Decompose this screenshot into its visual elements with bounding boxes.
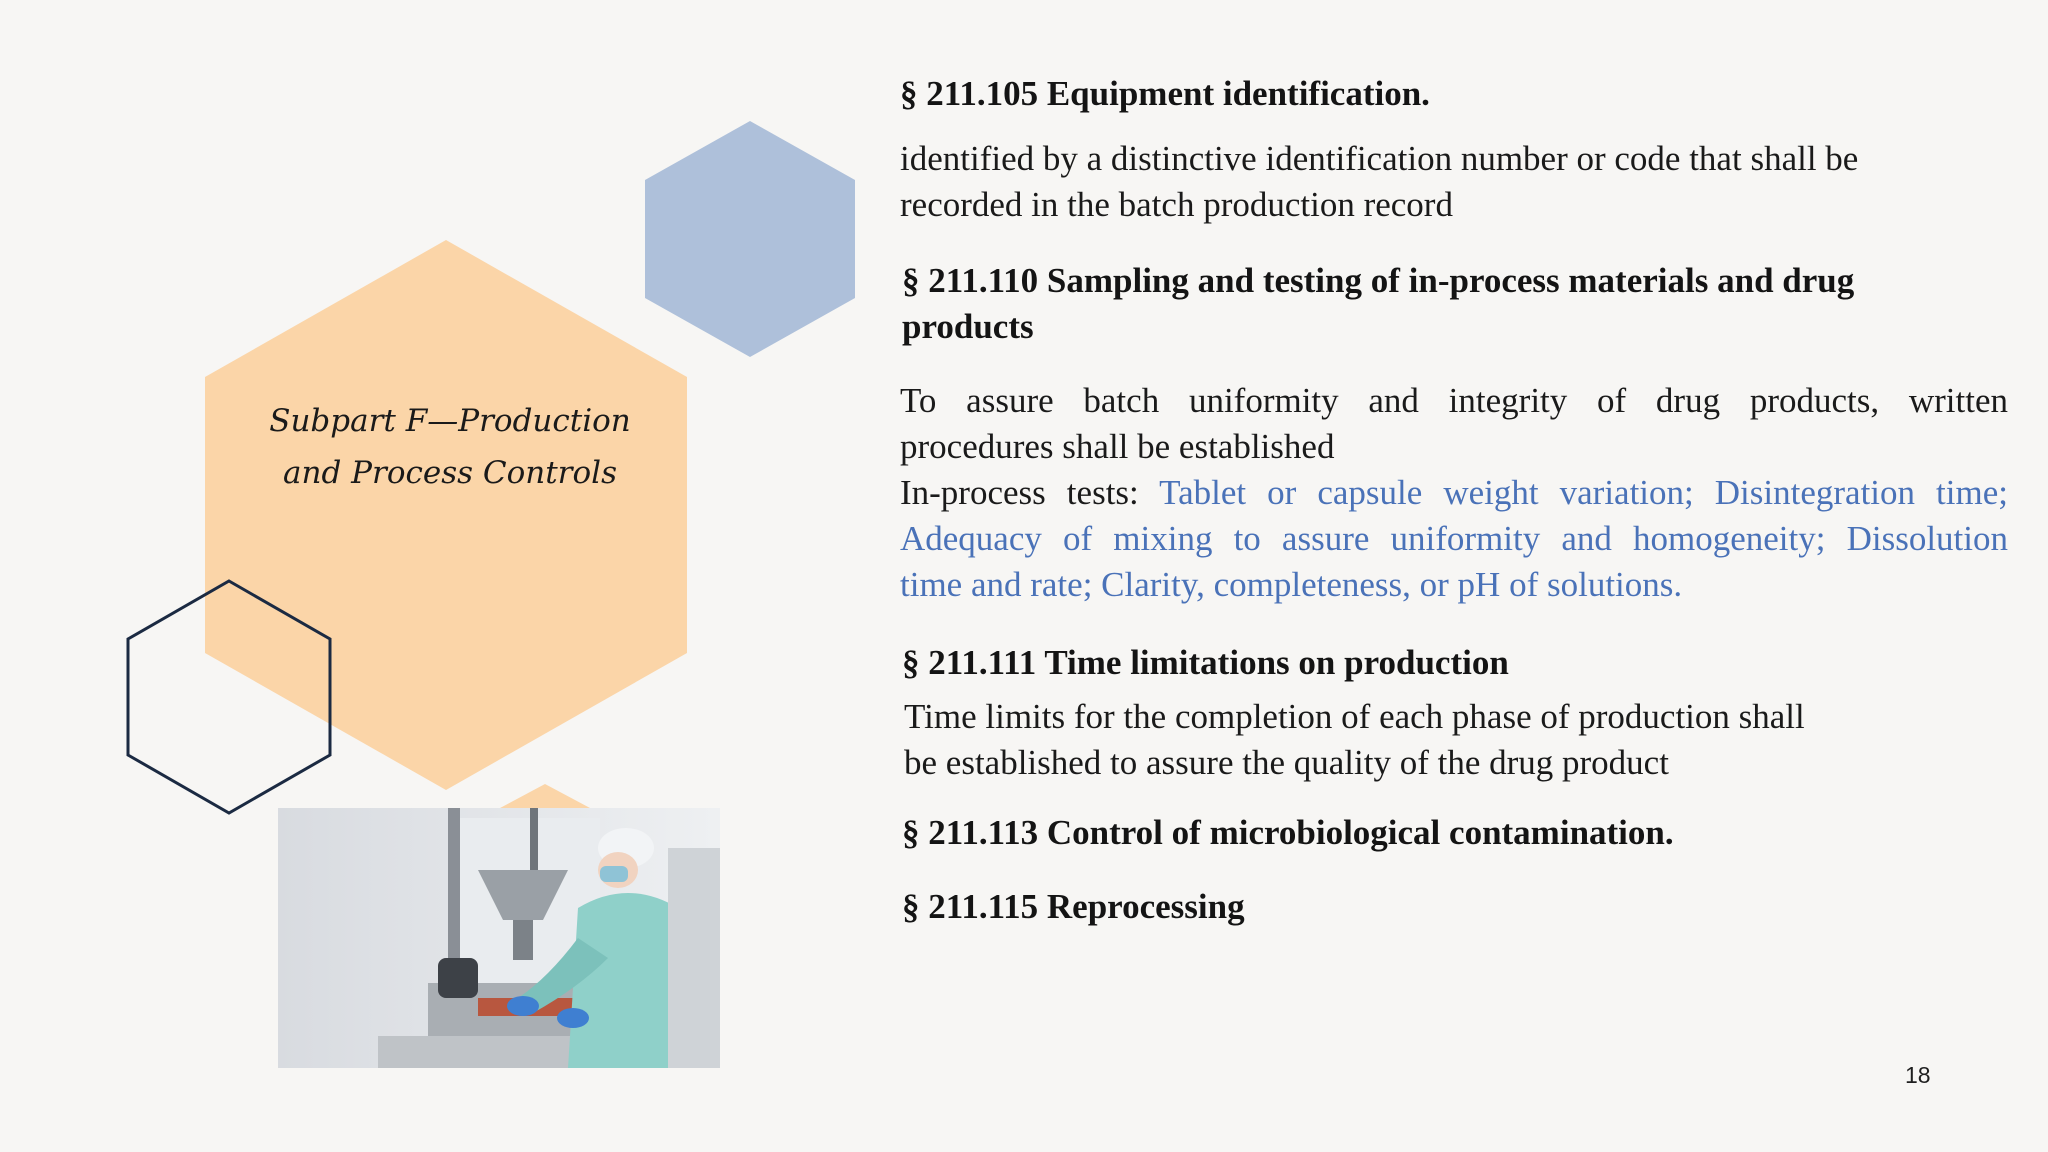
in-process-tests-label: In-process tests: xyxy=(900,473,1160,512)
in-process-tests-line1 xyxy=(900,470,2008,516)
section-211-105-text xyxy=(900,136,1858,228)
pharmaceutical-production-photo-icon xyxy=(278,808,720,1068)
section-211-110-text xyxy=(900,378,2008,608)
subpart-title-line2: and Process Controls xyxy=(283,455,617,491)
section-211-113-heading: § 211.113 Control of microbiological contamination. xyxy=(902,813,1674,852)
section-211-111-heading: § 211.111 Time limitations on production xyxy=(902,643,1509,682)
section-211-110-heading xyxy=(902,258,1854,350)
in-process-tests-list-line1: Tablet or capsule weight variation; Disintegration time; xyxy=(1159,473,2008,512)
section-211-105-line2: recorded in the batch production record xyxy=(900,185,1453,224)
in-process-tests-list-line2: Adequacy of mixing to assure uniformity and homogeneity; Dissolution xyxy=(900,519,2008,558)
section-211-105-line1: identified by a distinctive identification number or code that shall be xyxy=(900,139,1859,178)
section-211-110-heading-line2: products xyxy=(902,307,1034,346)
section-211-110-paragraph-line2: procedures shall be established xyxy=(900,427,1335,466)
page-number: 18 xyxy=(1905,1062,1931,1088)
production-photo xyxy=(278,808,720,1068)
section-211-110-heading-line1: § 211.110 Sampling and testing of in-process materials and drug xyxy=(902,261,1855,300)
subpart-title-line1: Subpart F—Production xyxy=(269,403,631,439)
section-211-115-heading: § 211.115 Reprocessing xyxy=(902,887,1245,926)
section-211-111-line2: be established to assure the quality of the drug product xyxy=(904,743,1669,782)
section-211-111-line1: Time limits for the completion of each phase of production shall xyxy=(904,697,1805,736)
outline-hexagon xyxy=(125,578,333,816)
blue-hexagon xyxy=(645,121,855,357)
section-211-110-paragraph-line1: To assure batch uniformity and integrity of drug products, written xyxy=(900,381,2008,420)
section-211-105-heading: § 211.105 Equipment identification. xyxy=(900,74,1430,113)
in-process-tests-list-line3: time and rate; Clarity, completeness, or pH of solutions. xyxy=(900,565,1683,604)
section-211-111-text xyxy=(904,694,1805,786)
subpart-title xyxy=(250,395,650,499)
